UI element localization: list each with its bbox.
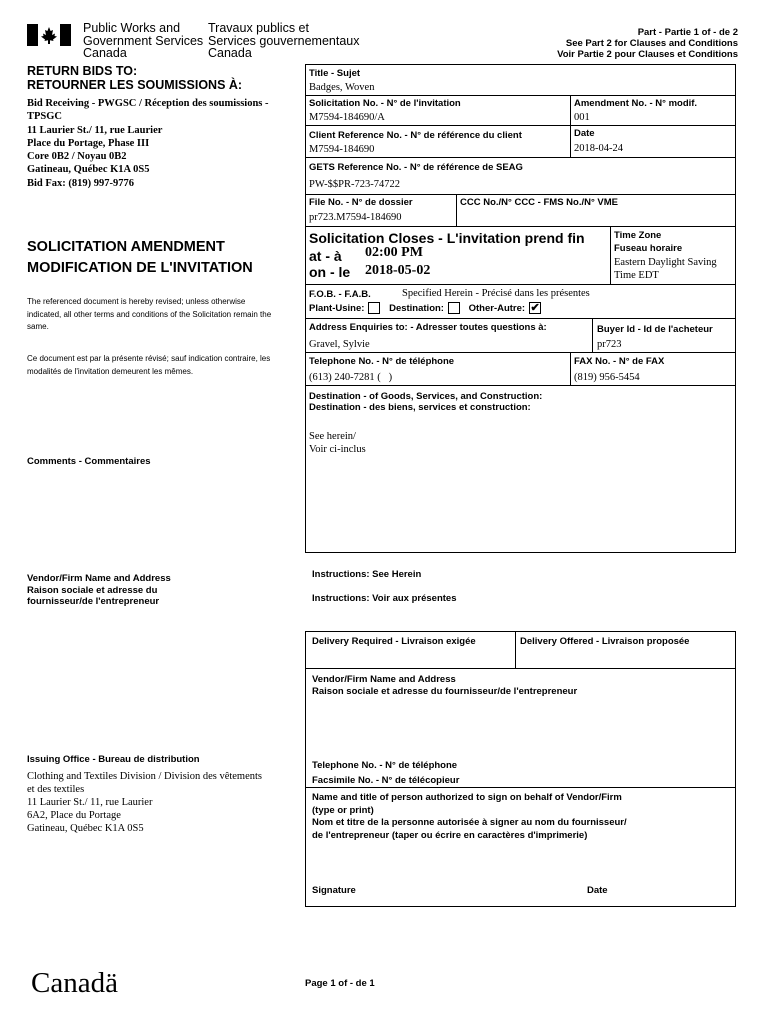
client-reference-value: M7594-184690 [309, 144, 375, 155]
other-checkbox[interactable]: ✔ [530, 302, 540, 315]
destination-checkbox[interactable] [448, 302, 460, 314]
revision-note-en: The referenced document is hereby revised; unless otherwise indicated, all other terms and conditions of the Solicitation remain the same. [27, 297, 272, 331]
title-label: Title - Sujet [309, 68, 361, 79]
telephone-value: (613) 240-7281 ( ) [309, 372, 393, 383]
delivery-offered-label: Delivery Offered - Livraison proposée [520, 636, 690, 647]
vendor-box-label: Vendor/Firm Name and Address Raison sociale et adresse du fournisseur/de l'entrepreneur [312, 674, 578, 697]
closing-date-value: 2018-05-02 [365, 263, 431, 278]
gets-reference-label: GETS Reference No. - N° de référence de SEAG [309, 162, 523, 173]
instructions-fr: Instructions: Voir aux présentes [312, 593, 457, 604]
department-name-fr: Travaux publics et Services gouvernementaux Canada [208, 21, 360, 60]
instructions-en: Instructions: See Herein [312, 569, 422, 580]
closing-time-value: 02:00 PM [365, 245, 423, 260]
file-number-label: File No. - N° de dossier [309, 197, 413, 208]
destination-label: Destination: [389, 303, 444, 314]
department-name-en: Public Works and Government Services Canada [83, 21, 204, 60]
issuing-office-address: Clothing and Textiles Division / Division des vêtements et des textiles 11 Laurier St./ 11, rue Laurier 6A2, Place du Portage Gatineau, Québec K1A 0S5 [27, 771, 263, 834]
address-enquiries-label: Address Enquiries to: - Adresser toutes questions à: [309, 322, 547, 333]
solicitation-number-value: M7594-184690/A [309, 112, 385, 123]
vendor-telephone-label: Telephone No. - N° de téléphone [312, 760, 458, 771]
title-value: Badges, Woven [309, 82, 375, 93]
fob-options [309, 302, 547, 316]
date-value: 2018-04-24 [574, 143, 623, 154]
revision-note-fr: Ce document est par la présente révisé; sauf indication contraire, les modalités de l'invitation demeurent les mêmes. [27, 354, 271, 376]
signature-date-label: Date [587, 885, 608, 896]
plant-checkbox[interactable] [368, 302, 380, 314]
time-zone-label: Time Zone Fuseau horaire [614, 230, 683, 254]
part-indicator: Part - Partie 1 of - de 2 See Part 2 for Clauses and Conditions Voir Partie 2 pour Clauses et Conditions [557, 27, 738, 60]
amendment-number-value: 001 [574, 112, 590, 123]
fax-label: FAX No. - N° de FAX [574, 356, 665, 367]
destination-goods-value: See herein/ Voir ci-inclus [309, 431, 366, 455]
file-number-value: pr723.M7594-184690 [309, 212, 402, 223]
solicitation-closes-title: Solicitation Closes - L'invitation prend fin [309, 230, 585, 246]
other-label: Other-Autre: [468, 303, 526, 314]
telephone-label: Telephone No. - N° de téléphone [309, 356, 455, 367]
authorized-signer-label: Name and title of person authorized to sign on behalf of Vendor/Firm (type or print) Nom et titre de la personne autorisée à signer au nom du fournisseur/ de l'entrepreneur (taper ou écrire en caractères d'imprimerie) [312, 792, 627, 841]
amendment-number-label: Amendment No. - N° modif. [574, 98, 698, 109]
date-label: Date [574, 128, 595, 139]
buyer-id-value: pr723 [597, 339, 622, 350]
closing-time-label: at - à [309, 248, 342, 264]
canada-flag-icon [27, 24, 71, 46]
canada-wordmark: Canadä [31, 967, 118, 999]
ccc-number-label: CCC No./N° CCC - FMS No./N° VME [460, 197, 619, 208]
address-enquiries-value: Gravel, Sylvie [309, 339, 370, 350]
destination-goods-label: Destination - of Goods, Services, and Construction: Destination - des biens, services et construction: [309, 391, 543, 413]
solicitation-number-label: Solicitation No. - N° de l'invitation [309, 98, 461, 109]
buyer-id-label: Buyer Id - Id de l'acheteur [597, 324, 713, 335]
time-zone-value: Eastern Daylight Saving Time EDT [614, 257, 717, 281]
plant-label: Plant-Usine: [309, 303, 365, 314]
issuing-office-label: Issuing Office - Bureau de distribution [27, 754, 200, 765]
fob-label: F.O.B. - F.A.B. [309, 289, 371, 300]
page-number: Page 1 of - de 1 [305, 978, 375, 989]
vendor-label: Vendor/Firm Name and Address Raison sociale et adresse du fournisseur/de l'entrepreneur [27, 573, 171, 607]
gets-reference-value: PW-$$PR-723-74722 [309, 179, 401, 190]
bid-receiving-address: Bid Receiving - PWGSC / Réception des soumissions - TPSGC 11 Laurier St./ 11, rue Laurier Place du Portage, Phase III Core 0B2 / Noyau 0B2 Gatineau, Québec K1A 0S5 Bid Fax: (819) 997-9776 [27, 98, 269, 189]
signature-label: Signature [312, 885, 356, 896]
delivery-required-label: Delivery Required - Livraison exigée [312, 636, 476, 647]
comments-label: Comments - Commentaires [27, 456, 151, 467]
return-bids-heading: RETURN BIDS TO: RETOURNER LES SOUMISSIONS À: [27, 64, 243, 92]
vendor-facsimile-label: Facsimile No. - N° de télécopieur [312, 775, 460, 786]
client-reference-label: Client Reference No. - N° de référence du client [309, 130, 522, 141]
closing-date-label: on - le [309, 264, 351, 280]
fob-value: Specified Herein - Précisé dans les présentes [402, 288, 590, 299]
fax-value: (819) 956-5454 [574, 372, 640, 383]
amendment-title: SOLICITATION AMENDMENT MODIFICATION DE L'INVITATION [27, 239, 253, 276]
